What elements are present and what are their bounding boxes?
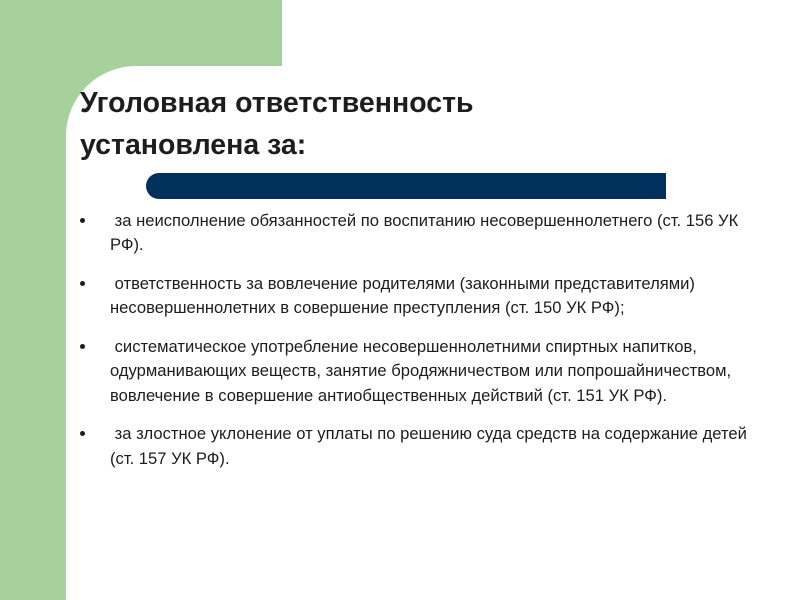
bullet-text: за неисполнение обязанностей по воспитанию несовершеннолетнего (ст. 156 УК РФ). [110, 211, 743, 255]
bullet-text: за злостное уклонение от уплаты по решению суда средств на содержание детей (ст. 157 УК РФ). [110, 424, 752, 468]
slide-title: Уголовная ответственность установлена за: [80, 87, 474, 161]
bullet-item-2 [80, 272, 760, 320]
bullet-dot-icon [80, 281, 85, 286]
bullet-dot-icon [80, 218, 85, 223]
bullet-item-1 [80, 209, 760, 257]
bullet-text: систематическое употребление несовершеннолетними спиртных напитков, одурманивающих веществ, занятие бродяжничеством или попрошайничеством, вовлечение в совершение антиобщественных действий (ст. 151 УК РФ). [110, 337, 736, 405]
title-underline-bar [160, 173, 666, 199]
bullet-text: ответственность за вовлечение родителями (законными представителями) несовершеннолетних в совершение преступления (ст. 150 УК РФ); [110, 274, 700, 318]
bullet-dot-icon [80, 431, 85, 436]
bullet-item-4 [80, 422, 760, 470]
bullet-dot-icon [80, 344, 85, 349]
bullet-item-3 [80, 335, 760, 408]
bullet-list [80, 209, 760, 486]
